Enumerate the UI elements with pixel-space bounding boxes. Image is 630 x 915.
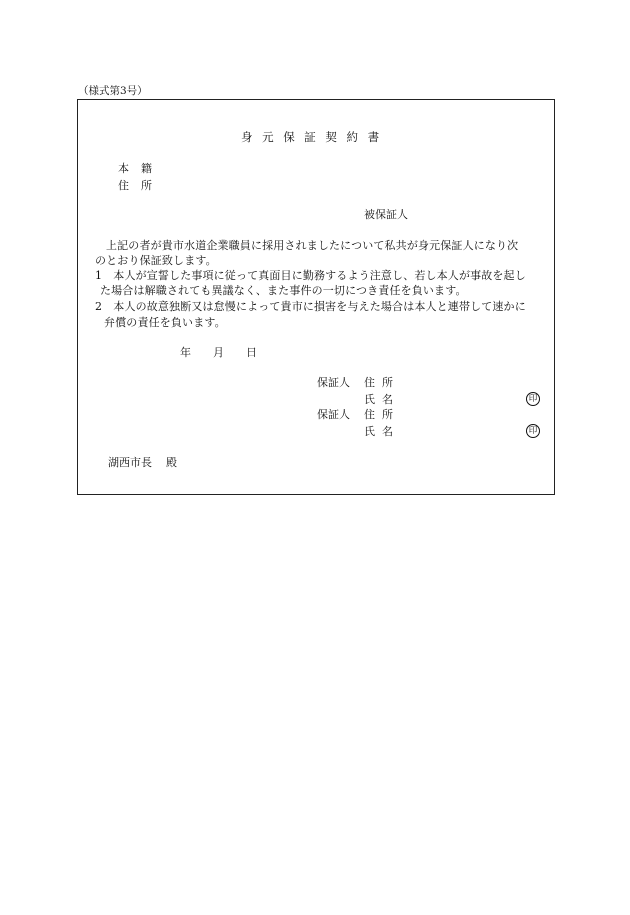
guarantor-2-name-label: 氏名 [364, 425, 400, 438]
intro-line-2: のとおり保証致します。 [95, 254, 217, 267]
clause-1-line-2: た場合は解職されても異議なく、また事件の一切につき責任を負います。 [100, 284, 467, 297]
addressee-line [108, 457, 177, 468]
date-line [180, 347, 257, 358]
date-month: 月 [213, 346, 224, 359]
guarantor-1-name-label: 氏名 [364, 393, 400, 406]
principal-address-label: 住所 [118, 179, 164, 192]
honseki-label: 本籍 [118, 162, 164, 175]
guarantor-1-label: 保証人 [317, 376, 350, 389]
contract-frame [77, 99, 555, 495]
date-day: 日 [246, 346, 257, 359]
addressee-name: 湖西市長 [108, 456, 152, 469]
guaranteed-person-label: 被保証人 [364, 208, 408, 221]
guarantor-1-address-label: 住所 [364, 376, 400, 389]
guarantor-2-seal-icon: 印 [526, 424, 540, 438]
form-number-label: （様式第3号） [78, 85, 148, 97]
document-title: 身元保証契約書 [241, 130, 389, 144]
guarantor-1-seal-icon: 印 [526, 392, 540, 406]
guarantor-2-label: 保証人 [317, 408, 350, 421]
intro-line-1: 上記の者が貴市水道企業職員に採用されましたについて私共が身元保証人になり次 [106, 239, 519, 252]
date-year: 年 [180, 346, 191, 359]
clause-2-line-1: 2 本人の故意独断又は怠慢によって貴市に損害を与えた場合は本人と連帯して速かに [95, 300, 526, 313]
guarantor-2-address-label: 住所 [364, 408, 400, 421]
addressee-honorific: 殿 [166, 456, 177, 469]
clause-2-line-2: 弁償の責任を負います。 [104, 316, 226, 329]
clause-1-line-1: 1 本人が宣誓した事項に従って真面目に勤務するよう注意し、若し本人が事故を起し [95, 269, 526, 282]
